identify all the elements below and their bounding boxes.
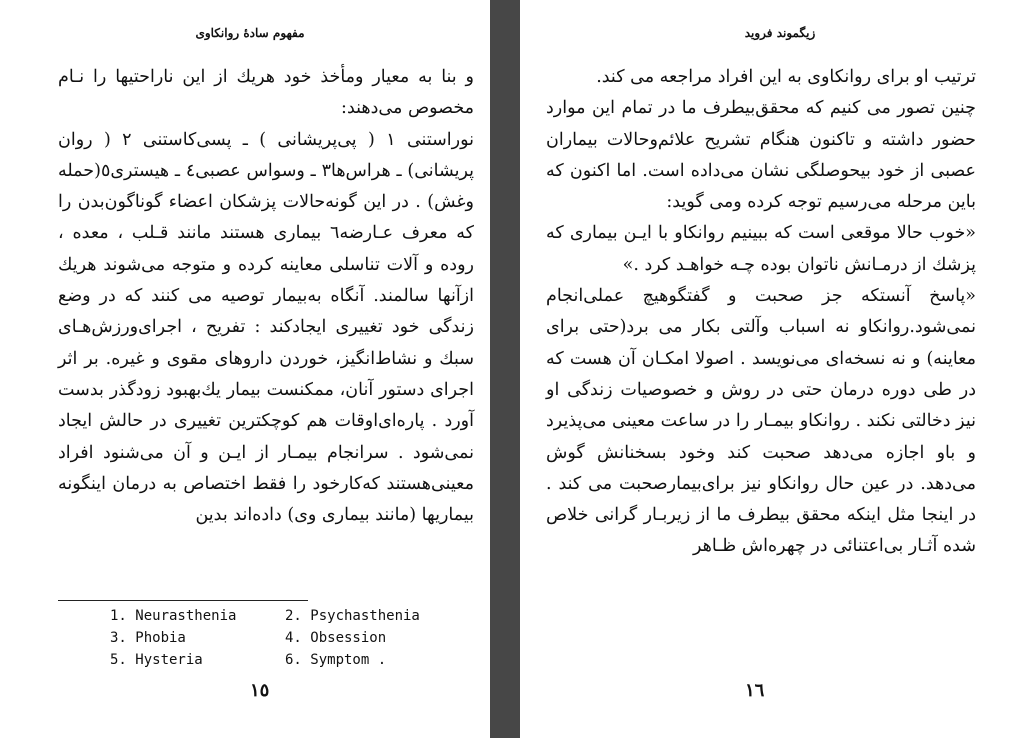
left-running-header: مفهوم سادهٔ روانکاوی [195,26,305,40]
footnote-item: 3. Phobia [110,630,186,646]
footnote-row [110,627,460,649]
footnote-item: 4. Obsession [285,630,387,646]
book-gutter [490,0,520,738]
footnote-item: 2. Psychasthenia [285,608,420,624]
footnote-row [110,649,460,671]
right-page [520,0,1024,738]
left-body-text [58,62,474,531]
right-body-text [546,62,976,563]
left-paragraph-1: و بنا به معیار ومأخذ خود هریك از این ناراحتیها را نـام مخصوص می‌دهند: [58,67,474,119]
right-paragraph-4: «پاسخ آنستکه جز صحبت و گفتگوهیچ عملی‌انجام نمی‌شود.روانکاو نه اسباب وآلتی بکار می برد(حتی برای معاینه) و نه نسخه‌ای می‌نویسد . اصولا امکـان آن هست که در طی دوره درمان حتی در روش و خصوصیات زندگی او نیز دخالتی نکند . روانکاو بیمـار را در ساعت معینی می‌پذیرد و باو اجازه می‌دهد صحبت کند وخود بسخنانش گوش می‌دهد. در عین حال روانکاو نیز برای‌بیمارصحبت می کند . در اینجا مثل اینکه محقق بیطرف ما از زیربـار گرانی خلاص شده آثـار بی‌اعتنائی در چهره‌اش ظـاهر [546,286,976,557]
left-paragraph-2: نوراستنی ١ ( پی‌پریشانی ) ـ پسی‌کاستنی ٢ ( روان پریشانی) ـ هراس‌ها٣ ـ وسواس عصبی٤ ـ هیستری٥(حمله وغش) . در این گونه‌حالات پزشکان اعضاء گوناگون‌بدن را که معرف عـارضه٦ بیماری هستند مانند قـلب ، معده ، روده و آلات تناسلی معاینه کرده و متوجه می‌شوند هریك ازآنها سالمند. آنگاه به‌بیمار توصیه می کنند که در وضع زندگی خود تغییری ایجادکند : تفریح ، اجرای‌ورزش‌هـای سبك و نشاط‌انگیز، خوردن داروهای مقوی و غیره. بر اثر اجرای دستور آنان، ممکنست بیمار یك‌بهبود زودگذر بدست آورد . پاره‌ای‌اوقات هم کوچکترین تغییری در حالش ایجاد نمی‌شود . سرانجام بیمـار از ایـن و آن می‌شنود افراد معینی‌هستند که‌کارخود را فقط اختصاص به درمان اینگونه بیماریها (مانند بیماری وی) داده‌اند بدین‌ [58,129,474,526]
left-page-number: ١٥ [250,680,270,701]
left-page [0,0,490,738]
footnote-item: 5. Hysteria [110,652,203,668]
footnote-item: 1. Neurasthenia [110,608,237,624]
footnotes [110,605,460,671]
right-paragraph-1: ترتیب او برای روانکاوی به این افراد مراجعه می کند. [596,67,976,87]
right-running-header: زیگموند فروید [744,26,816,40]
footnote-divider [58,600,308,601]
footnote-row [110,605,460,627]
right-paragraph-2: چنین تصور می کنیم که محقق‌بیطرف ما در تمام این موارد حضور داشته و تا‌کنون هنگام تشریح علائم‌وحالات بیماران عصبی از خود بیحوصلگی نشان می‌داده است. اما اکنون که باین مرحله می‌رسیم توجه کرده ومی گوید: [546,98,976,213]
footnote-item: 6. Symptom . [285,652,387,668]
right-paragraph-3: «خوب حالا موقعی است که ببینیم روانکاو با ایـن بیماری که پزشك از درمـانش ناتوان بوده چـه خواهـد کرد .» [546,223,976,275]
right-page-number: ١٦ [745,680,765,701]
